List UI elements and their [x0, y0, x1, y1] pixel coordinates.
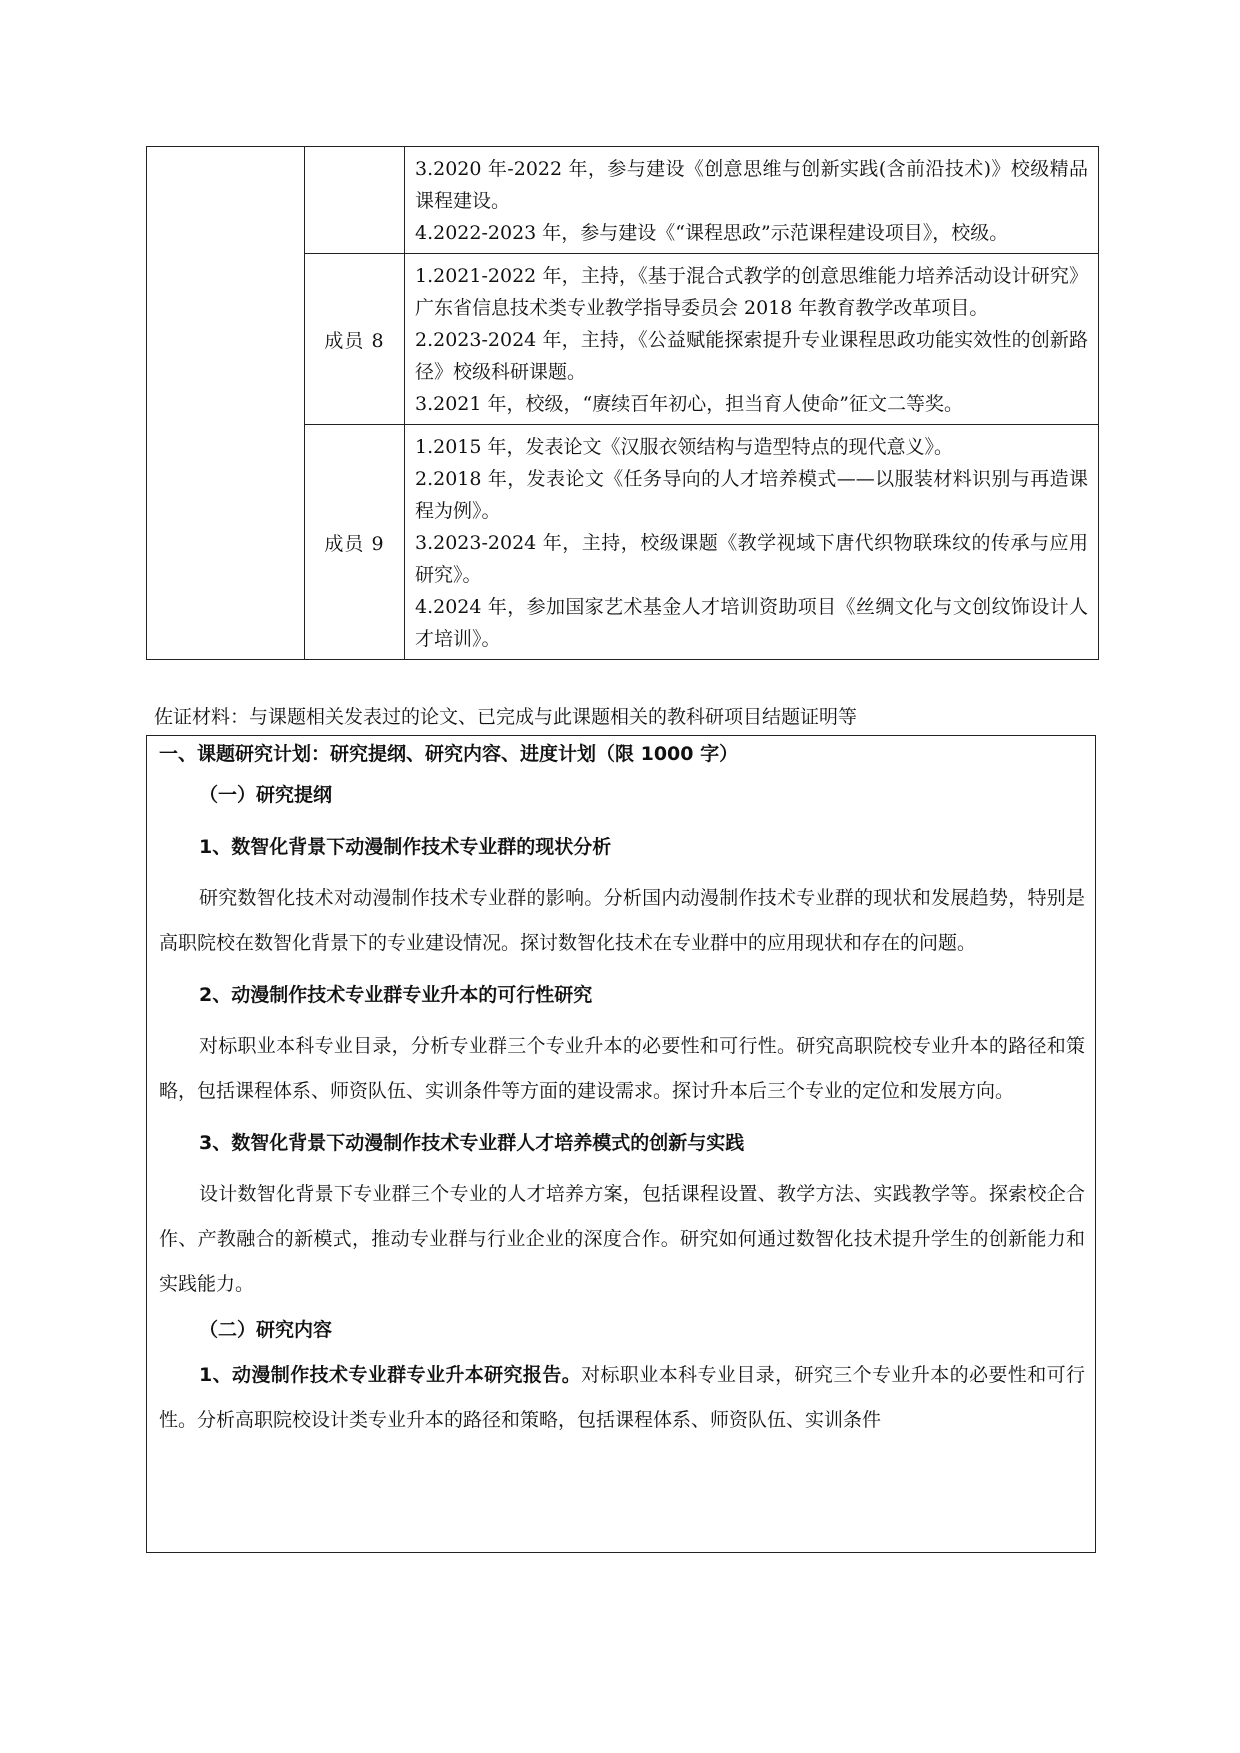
achievements-cell	[405, 147, 1099, 254]
outline-item-body: 对标职业本科专业目录，分析专业群三个专业升本的必要性和可行性。研究高职院校专业升本的路径和策略，包括课程体系、师资队伍、实训条件等方面的建设需求。探讨升本后三个专业的定位和发展方向。	[159, 1035, 1085, 1102]
plan-heading: 一、课题研究计划：研究提纲、研究内容、进度计划（限 1000 字）	[159, 743, 739, 765]
outline-item-body: 设计数智化背景下专业群三个专业的人才培养方案，包括课程设置、教学方法、实践教学等。探索校企合作、产教融合的新模式，推动专业群与行业企业的深度合作。研究如何通过数智化技术提升学生的创新能力和实践能力。	[159, 1183, 1085, 1295]
outline-item-body: 研究数智化技术对动漫制作技术专业群的影响。分析国内动漫制作技术专业群的现状和发展趋势，特别是高职院校在数智化背景下的专业建设情况。探讨数智化技术在专业群中的应用现状和存在的问题。	[159, 887, 1085, 954]
table-row	[147, 147, 1099, 254]
content-heading: （二）研究内容	[199, 1319, 333, 1341]
member-achievements-table	[146, 146, 1099, 660]
member-name-cell: 成员 9	[305, 425, 405, 660]
evidence-note: 佐证材料：与课题相关发表过的论文、已完成与此课题相关的教科研项目结题证明等	[154, 706, 858, 728]
member-name-cell	[305, 147, 405, 254]
outline-item-title: 1、数智化背景下动漫制作技术专业群的现状分析	[199, 836, 612, 858]
achievements-cell	[405, 254, 1099, 425]
content-item-paragraph	[147, 1353, 1095, 1443]
achievement-item: 3.2023-2024 年，主持，校级课题《教学视域下唐代织物联珠纹的传承与应用研究》。	[415, 532, 1088, 586]
outline-heading: （一）研究提纲	[199, 784, 333, 806]
achievement-item: 4.2024 年，参加国家艺术基金人才培训资助项目《丝绸文化与文创纹饰设计人才培训》。	[415, 596, 1088, 650]
outline-item-title: 3、数智化背景下动漫制作技术专业群人才培养模式的创新与实践	[199, 1132, 745, 1154]
achievement-item: 3.2020 年-2022 年，参与建设《创意思维与创新实践(含前沿技术)》校级精品课程建设。	[415, 158, 1088, 212]
outline-item-title: 2、动漫制作技术专业群专业升本的可行性研究	[199, 984, 593, 1006]
research-plan-box	[146, 735, 1096, 1553]
member-name-cell: 成员 8	[305, 254, 405, 425]
achievement-item: 3.2021 年，校级，“赓续百年初心，担当育人使命”征文二等奖。	[415, 393, 963, 415]
achievement-item: 1.2015 年，发表论文《汉服衣领结构与造型特点的现代意义》。	[415, 436, 954, 458]
achievement-item: 2.2018 年，发表论文《任务导向的人才培养模式——以服装材料识别与再造课程为例》。	[415, 468, 1088, 522]
achievements-cell	[405, 425, 1099, 660]
category-cell	[147, 147, 305, 660]
content-item-lead: 1、动漫制作技术专业群专业升本研究报告。	[199, 1364, 582, 1386]
achievement-item: 4.2022-2023 年，参与建设《“课程思政”示范课程建设项目》，校级。	[415, 222, 1009, 244]
achievement-item: 1.2021-2022 年，主持，《基于混合式教学的创意思维能力培养活动设计研究》广东省信息技术类专业教学指导委员会 2018 年教育教学改革项目。	[415, 265, 1088, 319]
content-item-body: 对标职业本科专业目录，研究三个专业升本的必要性和可行性。分析高职院校设计类专业升本的路径和策略，包括课程体系、师资队伍、实训条件	[159, 1364, 1085, 1431]
achievement-item: 2.2023-2024 年，主持，《公益赋能探索提升专业课程思政功能实效性的创新路径》校级科研课题。	[415, 329, 1088, 383]
